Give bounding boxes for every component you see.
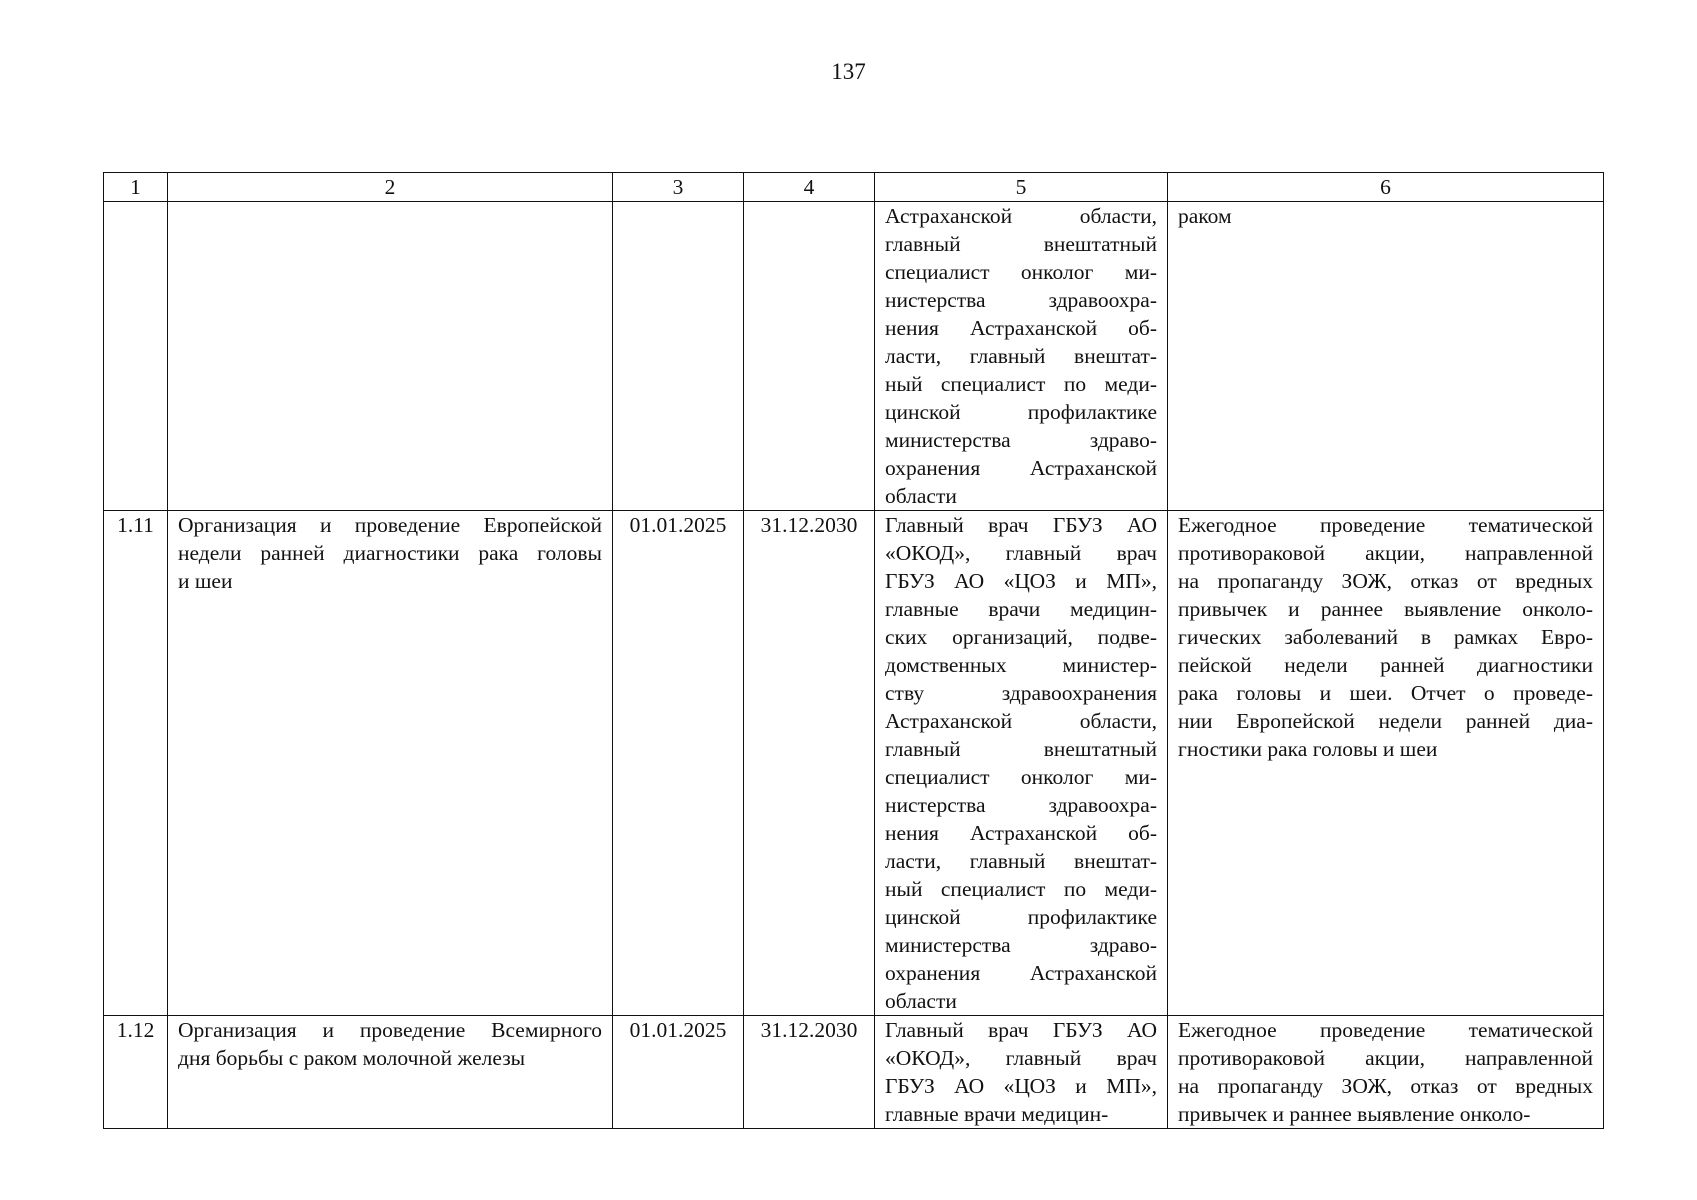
cell-result — [1168, 1016, 1604, 1129]
header-col-2: 2 — [168, 173, 613, 202]
header-col-6: 6 — [1168, 173, 1604, 202]
cell-activity-name — [168, 511, 613, 1016]
result-line: противораковой акции, направленной — [1178, 541, 1593, 565]
responsible-line: ству здравоохранения — [885, 681, 1157, 705]
responsible-line: министерства здраво- — [885, 933, 1157, 957]
cell-end-date — [744, 202, 875, 511]
responsible-line: области — [885, 989, 957, 1013]
responsible-line: специалист онколог ми- — [885, 765, 1157, 789]
result-line: рака головы и шеи. Отчет о проведе- — [1178, 681, 1593, 705]
responsible-line: главные врачи медицин- — [885, 597, 1157, 621]
responsible-line: цинской профилактике — [885, 400, 1157, 424]
responsible-line: специалист онколог ми- — [885, 260, 1157, 284]
table-header-row — [104, 173, 1604, 202]
responsible-line: охранения Астраханской — [885, 456, 1157, 480]
responsible-line: ный специалист по меди- — [885, 372, 1157, 396]
table-row — [104, 511, 1604, 1016]
result-line: привычек и раннее выявление онколо- — [1178, 597, 1593, 621]
activity-name-line: и шеи — [178, 569, 233, 593]
result-line: Ежегодное проведение тематической — [1178, 513, 1593, 537]
activity-name-line: Организация и проведение Всемирного — [178, 1018, 602, 1042]
cell-result — [1168, 511, 1604, 1016]
header-col-5: 5 — [875, 173, 1168, 202]
responsible-line: ласти, главный внештат- — [885, 344, 1157, 368]
header-col-1: 1 — [104, 173, 168, 202]
responsible-line: «ОКОД», главный врач — [885, 1046, 1157, 1070]
result-line: Ежегодное проведение тематической — [1178, 1018, 1593, 1042]
responsible-line: «ОКОД», главный врач — [885, 541, 1157, 565]
responsible-line: Астраханской области, — [885, 204, 1157, 228]
responsible-line: нистерства здравоохра- — [885, 793, 1157, 817]
cell-activity-name — [168, 1016, 613, 1129]
responsible-line: домственных министер- — [885, 653, 1157, 677]
responsible-line: ГБУЗ АО «ЦОЗ и МП», — [885, 569, 1157, 593]
result-line: противораковой акции, направленной — [1178, 1046, 1593, 1070]
responsible-line: главный внештатный — [885, 737, 1157, 761]
table-row — [104, 202, 1604, 511]
result-line: гических заболеваний в рамках Евро- — [1178, 625, 1593, 649]
result-line: раком — [1178, 204, 1232, 228]
result-line: нии Европейской недели ранней диа- — [1178, 709, 1593, 733]
cell-end-date: 31.12.2030 — [744, 511, 875, 1016]
cell-responsible — [875, 511, 1168, 1016]
cell-activity-name — [168, 202, 613, 511]
responsible-line: главный внештатный — [885, 232, 1157, 256]
cell-number — [104, 202, 168, 511]
responsible-line: нения Астраханской об- — [885, 316, 1157, 340]
responsible-line: ских организаций, подве- — [885, 625, 1157, 649]
responsible-line: нистерства здравоохра- — [885, 288, 1157, 312]
cell-number: 1.11 — [104, 511, 168, 1016]
cell-start-date — [613, 202, 744, 511]
cell-start-date: 01.01.2025 — [613, 511, 744, 1016]
cell-number: 1.12 — [104, 1016, 168, 1129]
cell-end-date: 31.12.2030 — [744, 1016, 875, 1129]
responsible-line: Главный врач ГБУЗ АО — [885, 1018, 1157, 1042]
responsible-line: министерства здраво- — [885, 428, 1157, 452]
responsible-line: ГБУЗ АО «ЦОЗ и МП», — [885, 1074, 1157, 1098]
result-line: на пропаганду ЗОЖ, отказ от вредных — [1178, 569, 1593, 593]
cell-start-date: 01.01.2025 — [613, 1016, 744, 1129]
header-col-3: 3 — [613, 173, 744, 202]
activity-name-line: Организация и проведение Европейской — [178, 513, 602, 537]
table-row — [104, 1016, 1604, 1129]
result-line: привычек и раннее выявление онколо- — [1178, 1102, 1531, 1126]
responsible-line: цинской профилактике — [885, 905, 1157, 929]
result-line: на пропаганду ЗОЖ, отказ от вредных — [1178, 1074, 1593, 1098]
responsible-line: главные врачи медицин- — [885, 1102, 1109, 1126]
responsible-line: ный специалист по меди- — [885, 877, 1157, 901]
cell-responsible — [875, 1016, 1168, 1129]
activity-name-line: недели ранней диагностики рака головы — [178, 541, 602, 565]
cell-responsible — [875, 202, 1168, 511]
responsible-line: области — [885, 484, 957, 508]
responsible-line: нения Астраханской об- — [885, 821, 1157, 845]
responsible-line: Главный врач ГБУЗ АО — [885, 513, 1157, 537]
responsible-line: охранения Астраханской — [885, 961, 1157, 985]
result-line: пейской недели ранней диагностики — [1178, 653, 1593, 677]
activity-name-line: дня борьбы с раком молочной железы — [178, 1046, 526, 1070]
responsible-line: Астраханской области, — [885, 709, 1157, 733]
responsible-line: ласти, главный внештат- — [885, 849, 1157, 873]
result-line: гностики рака головы и шеи — [1178, 737, 1438, 761]
plan-table — [103, 172, 1604, 1129]
cell-result — [1168, 202, 1604, 511]
header-col-4: 4 — [744, 173, 875, 202]
page-number: 137 — [831, 59, 866, 84]
